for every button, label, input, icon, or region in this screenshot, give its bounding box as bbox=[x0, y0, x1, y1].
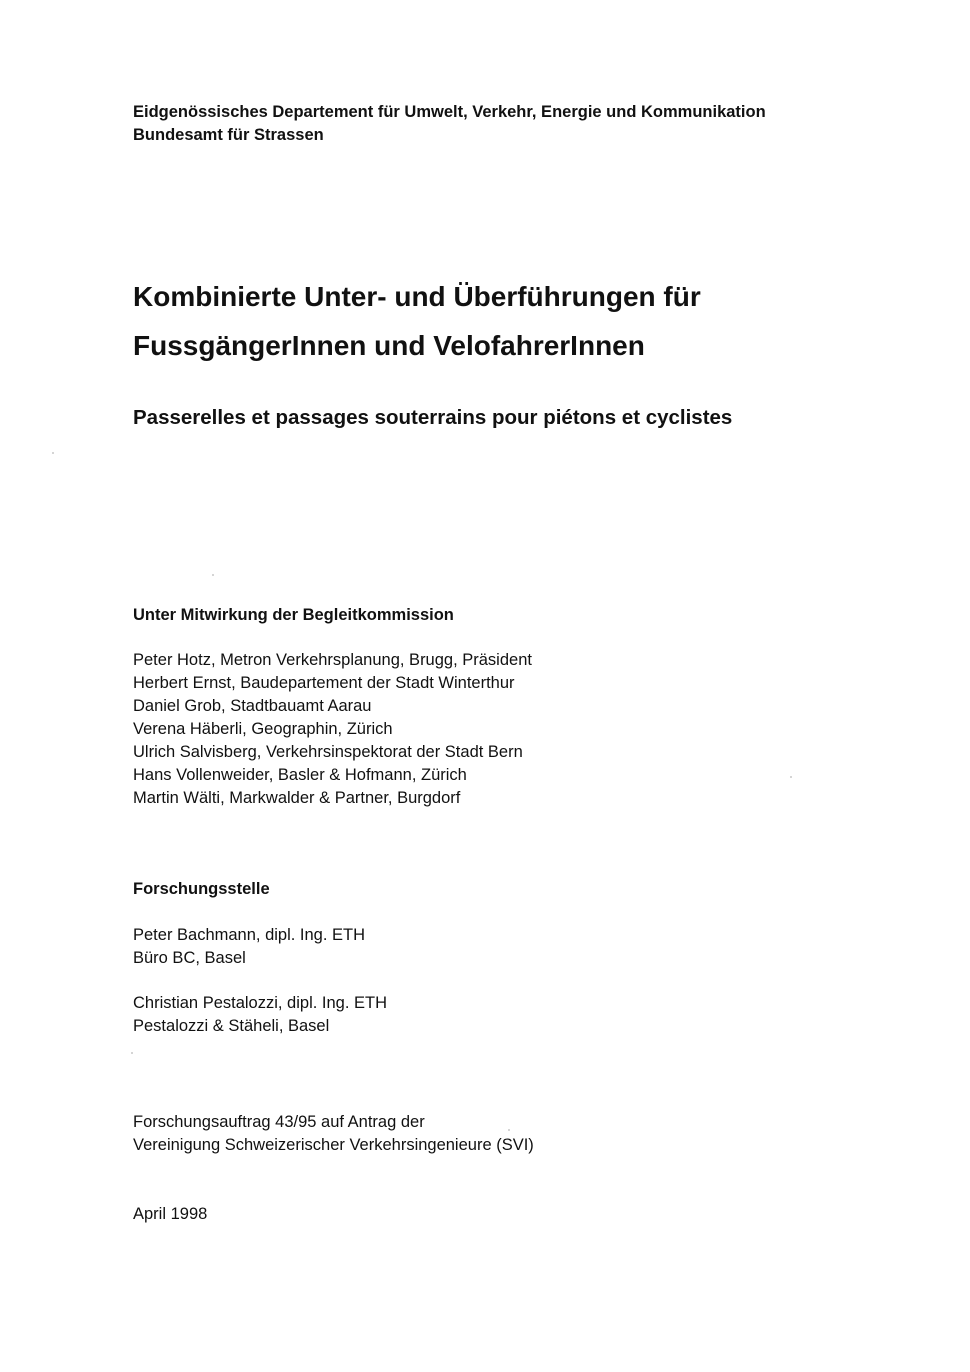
subtitle-text: Passerelles et passages souterrains pour piétons et cyclistes bbox=[133, 406, 733, 429]
scan-speck bbox=[52, 452, 54, 454]
commission-order-line-2: Vereinigung Schweizerischer Verkehrsingenieure (SVI) bbox=[133, 1136, 534, 1154]
commission-member: Daniel Grob, Stadtbauamt Aarau bbox=[133, 697, 372, 715]
department-name: Eidgenössisches Departement für Umwelt, Verkehr, Energie und Kommunikation bbox=[133, 103, 766, 121]
commission-member: Hans Vollenweider, Basler & Hofmann, Zürich bbox=[133, 766, 467, 784]
research-commission-note bbox=[133, 1111, 534, 1157]
researcher-entry bbox=[133, 924, 365, 970]
commission-member: Ulrich Salvisberg, Verkehrsinspektorat der Stadt Bern bbox=[133, 743, 523, 761]
scan-speck bbox=[131, 1052, 133, 1054]
scan-speck bbox=[790, 776, 792, 778]
office-name: Bundesamt für Strassen bbox=[133, 126, 324, 144]
researcher-entry bbox=[133, 992, 387, 1038]
researcher-name: Christian Pestalozzi, dipl. Ing. ETH bbox=[133, 994, 388, 1012]
research-heading: Forschungsstelle bbox=[133, 880, 270, 898]
scan-speck bbox=[508, 1129, 510, 1131]
commission-member: Peter Hotz, Metron Verkehrsplanung, Brugg, Präsident bbox=[133, 651, 532, 669]
commission-member-list bbox=[133, 649, 532, 810]
researcher-office: Büro BC, Basel bbox=[133, 949, 246, 967]
researcher-name: Peter Bachmann, dipl. Ing. ETH bbox=[133, 926, 366, 944]
scan-speck bbox=[212, 574, 214, 576]
document-subtitle bbox=[133, 404, 732, 432]
commission-heading: Unter Mitwirkung der Begleitkommission bbox=[133, 606, 454, 624]
document-title bbox=[133, 272, 701, 370]
researcher-office: Pestalozzi & Stäheli, Basel bbox=[133, 1017, 330, 1035]
commission-member: Herbert Ernst, Baudepartement der Stadt Winterthur bbox=[133, 674, 515, 692]
title-line-2: FussgängerInnen und VelofahrerInnen bbox=[133, 330, 645, 361]
title-line-1: Kombinierte Unter- und Überführungen für bbox=[133, 281, 701, 312]
commission-member: Verena Häberli, Geographin, Zürich bbox=[133, 720, 393, 738]
commission-member: Martin Wälti, Markwalder & Partner, Burgdorf bbox=[133, 789, 461, 807]
issuing-authority bbox=[133, 101, 766, 147]
commission-order-line-1: Forschungsauftrag 43/95 auf Antrag der bbox=[133, 1113, 425, 1131]
publication-date: April 1998 bbox=[133, 1205, 208, 1223]
